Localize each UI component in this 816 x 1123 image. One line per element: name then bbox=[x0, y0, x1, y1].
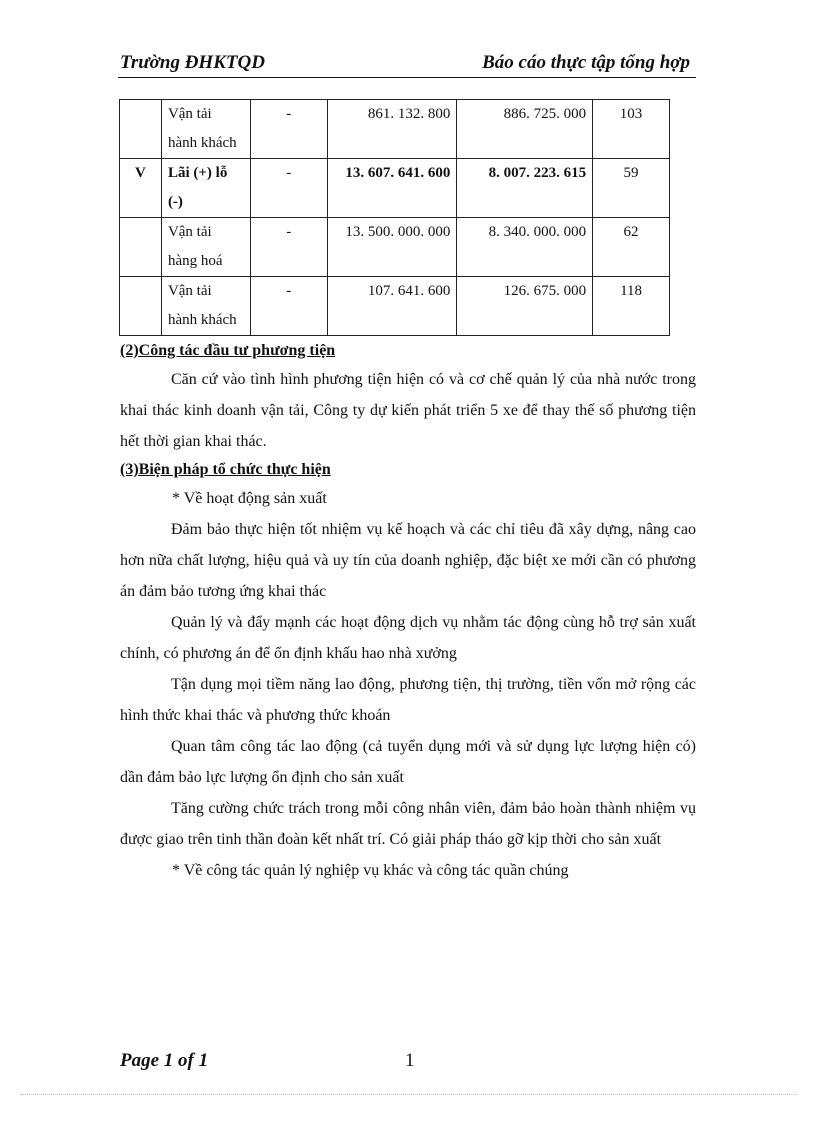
paragraph: Quan tâm công tác lao động (cả tuyển dụng mới và sử dụng lực lượng hiện có) dần đảm bảo lực lượng ổn định cho sản xuất bbox=[120, 738, 696, 786]
row-value-1: 13. 500. 000. 000 bbox=[327, 218, 457, 277]
header-school: Trường ĐHKTQD bbox=[120, 52, 265, 73]
paragraph: Tăng cường chức trách trong mỗi công nhân viên, đảm bảo hoàn thành nhiệm vụ được giao trên tinh thần đoàn kết nhất trí. Có giải pháp tháo gỡ kịp thời cho sản xuất bbox=[120, 800, 696, 848]
table-row bbox=[120, 159, 670, 218]
row-percent: 118 bbox=[593, 277, 670, 336]
document-body bbox=[120, 338, 696, 886]
section-heading-investment: (2)Công tác đầu tư phương tiện bbox=[120, 342, 336, 359]
bullet-production: * Về hoạt động sản xuất bbox=[172, 490, 327, 507]
header-report-title: Báo cáo thực tập tổng hợp bbox=[482, 52, 690, 73]
row-index: V bbox=[120, 159, 162, 218]
page-bottom-divider bbox=[20, 1094, 796, 1095]
section-heading-measures: (3)Biện pháp tổ chức thực hiện bbox=[120, 461, 331, 478]
row-index bbox=[120, 218, 162, 277]
footer-page-number: 1 bbox=[405, 1050, 415, 1071]
row-value-1: 107. 641. 600 bbox=[327, 277, 457, 336]
row-percent: 62 bbox=[593, 218, 670, 277]
row-unit: - bbox=[250, 100, 327, 159]
row-unit: - bbox=[250, 159, 327, 218]
row-name: Lãi (+) lỗ (-) bbox=[161, 159, 250, 218]
row-index bbox=[120, 100, 162, 159]
table-row bbox=[120, 218, 670, 277]
table-row bbox=[120, 100, 670, 159]
row-name: Vận tải hành khách bbox=[161, 100, 250, 159]
row-index bbox=[120, 277, 162, 336]
row-value-2: 126. 675. 000 bbox=[457, 277, 593, 336]
results-table bbox=[119, 99, 670, 336]
paragraph: Tận dụng mọi tiềm năng lao động, phương tiện, thị trường, tiền vốn mở rộng các hình thức khai thác và phương thức khoán bbox=[120, 676, 696, 724]
row-percent: 103 bbox=[593, 100, 670, 159]
row-percent: 59 bbox=[593, 159, 670, 218]
row-unit: - bbox=[250, 277, 327, 336]
row-unit: - bbox=[250, 218, 327, 277]
paragraph: Căn cứ vào tình hình phương tiện hiện có và cơ chế quản lý của nhà nước trong khai thác kinh doanh vận tải, Công ty dự kiến phát triển 5 xe để thay thế số phương tiện hết thời gian khai thác. bbox=[120, 371, 696, 450]
row-value-1: 13. 607. 641. 600 bbox=[327, 159, 457, 218]
row-value-2: 8. 007. 223. 615 bbox=[457, 159, 593, 218]
row-name: Vận tải hành khách bbox=[161, 277, 250, 336]
table-row bbox=[120, 277, 670, 336]
row-value-2: 886. 725. 000 bbox=[457, 100, 593, 159]
bullet-management: * Về công tác quản lý nghiệp vụ khác và công tác quần chúng bbox=[172, 862, 569, 879]
row-value-2: 8. 340. 000. 000 bbox=[457, 218, 593, 277]
row-value-1: 861. 132. 800 bbox=[327, 100, 457, 159]
header-divider bbox=[118, 77, 696, 78]
paragraph: Đảm bảo thực hiện tốt nhiệm vụ kế hoạch và các chỉ tiêu đã xây dựng, nâng cao hơn nữa chất lượng, hiệu quả và uy tín của doanh nghiệp, đặc biệt xe mới cần có phương án đảm bảo tương ứng khai thác bbox=[120, 521, 696, 600]
paragraph: Quản lý và đẩy mạnh các hoạt động dịch vụ nhằm tác động cùng hỗ trợ sản xuất chính, có phương án để ổn định khấu hao nhà xưởng bbox=[120, 614, 696, 662]
row-name: Vận tải hàng hoá bbox=[161, 218, 250, 277]
footer-page-label: Page 1 of 1 bbox=[120, 1050, 209, 1071]
